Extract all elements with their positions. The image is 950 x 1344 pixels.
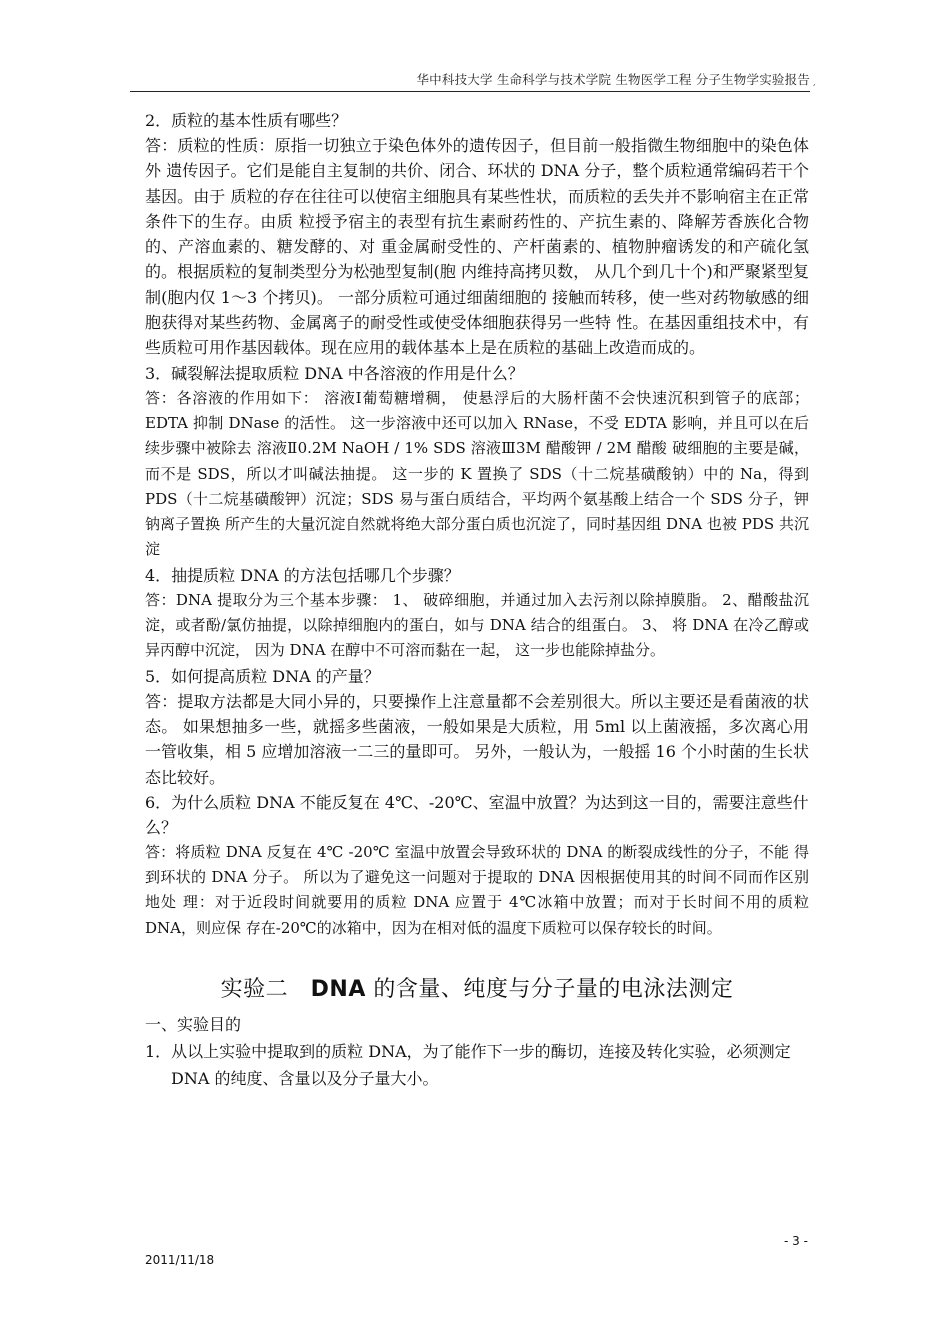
question-5: 5．如何提高质粒 DNA 的产量？ [145,666,380,686]
question-2: 2．质粒的基本性质有哪些？ [145,111,348,130]
section-title [145,975,809,1005]
question-3: 3．碱裂解法提取质粒 DNA 中各溶液的作用是什么？ [145,363,524,383]
answer-2: 答：质粒的性质：原指一切独立于染色体外的遗传因子，但目前一般指微生物细胞中的染色体外 遗传因子。它们是能自主复制的共价、闭合、环状的 DNA 分子，整个质粒通常编码若干个基因。由于 质粒的存在往往可以使宿主细胞具有某些性状，而质粒的丢失并不影响宿主在正常条件下的生存。由质 粒授予宿主的表型有抗生素耐药性的、产抗生素的、降解芳香族化合物的、产溶血素的、糖发酵的、对 重金属耐受性的、产杆菌素的、植物肿瘤诱发的和产硫化氢的。根据质粒的复制类型分为松弛型复制(胞 内维持高拷贝数， 从几个到几十个)和严聚紧型复制(胞内仅 1～3 个拷贝)。 一部分质粒可通过细菌细胞的 接触而转移，使一些对药物敏感的细胞获得对某些药物、金属离子的耐受性或使受体细胞获得另一些特 性。在基因重组技术中，有些质粒可用作基因载体。现在应用的载体基本上是在质粒的基础上改造而成的。 [145,136,809,358]
answer-3: 答：各溶液的作用如下： 溶液Ⅰ葡萄糖增稠， 使悬浮后的大肠杆菌不会快速沉积到管子的底部； EDTA 抑制 DNase 的活性。 这一步溶液中还可以加入 RNase，不受 EDTA 影响，并且可以在后续步骤中被除去 溶液Ⅱ0.2M NaOH / 1% SDS 溶液Ⅲ3M 醋酸钾 / 2M 醋酸 破细胞的主要是碱，而不是 SDS，所以才叫碱法抽提。 这一步的 K 置换了 SDS（十二烷基磺酸钠）中的 Na，得到 PDS（十二烷基磺酸钾）沉淀；SDS 易与蛋白质结合，平均两个氨基酸上结合一个 SDS 分子，钾钠离子置换 所产生的大量沉淀自然就将绝大部分蛋白质也沉淀了，同时基因组 DNA 也被 PDS 共沉淀 [145,388,809,559]
footer-date: 2011/11/18 [145,1253,215,1267]
answer-4: 答：DNA 提取分为三个基本步骤： 1、 破碎细胞，并通过加入去污剂以除掉膜脂。 2、醋酸盐沉淀，或者酚/氯仿抽提，以除掉细胞内的蛋白，如与 DNA 结合的组蛋白。 3、 将 DNA 在冷乙醇或异丙醇中沉淀， 因为 DNA 在醇中不可溶而黏在一起， 这一步也能除掉盐分。 [145,590,809,660]
page-number: - 3 - [784,1234,808,1248]
page-header: 华中科技大学 生命科学与技术学院 生物医学工程 分子生物学实验报告 [130,70,810,92]
section-title-en: DNA [310,977,366,1003]
section-title-suffix: 的含量、纯度与分子量的电泳法测定 [373,977,734,1003]
objective-item-1: 1．从以上实验中提取到的质粒 DNA，为了能作下一步的酶切，连接及转化实验，必须测定 DNA 的纯度、含量以及分子量大小。 [145,1042,791,1089]
answer-5: 答：提取方法都是大同小异的，只要操作上注意量都不会差别很大。所以主要还是看菌液的状态。 如果想抽多一些，就摇多些菌液，一般如果是大质粒，用 5ml 以上菌液摇，多次离心用一管收集，相 5 应增加溶液一二三的量即可。 另外，一般认为，一般摇 16 个小时菌的生长状态比较好。 [145,691,809,787]
header-mark: , [813,78,816,87]
answer-6: 答：将质粒 DNA 反复在 4℃ -20℃ 室温中放置会导致环状的 DNA 的断裂成线性的分子，不能 得到环状的 DNA 分子。 所以为了避免这一问题对于提取的 DNA 因根据使用其的时间不同而作区别地处 理：对于近段时间就要用的质粒 DNA 应置于 4℃冰箱中放置；而对于长时间不用的质粒 DNA，则应保 存在-20℃的冰箱中，因为在相对低的温度下质粒可以保存较长的时间。 [145,842,809,937]
subheading: 一、实验目的 [145,1015,242,1035]
question-4: 4．抽提质粒 DNA 的方法包括哪几个步骤？ [145,565,460,585]
section-title-prefix: 实验二 [220,977,289,1003]
document-body [145,108,809,1092]
question-6: 6．为什么质粒 DNA 不能反复在 4℃、-20℃、室温中放置？为达到这一目的，需要注意些什么？ [145,792,809,837]
